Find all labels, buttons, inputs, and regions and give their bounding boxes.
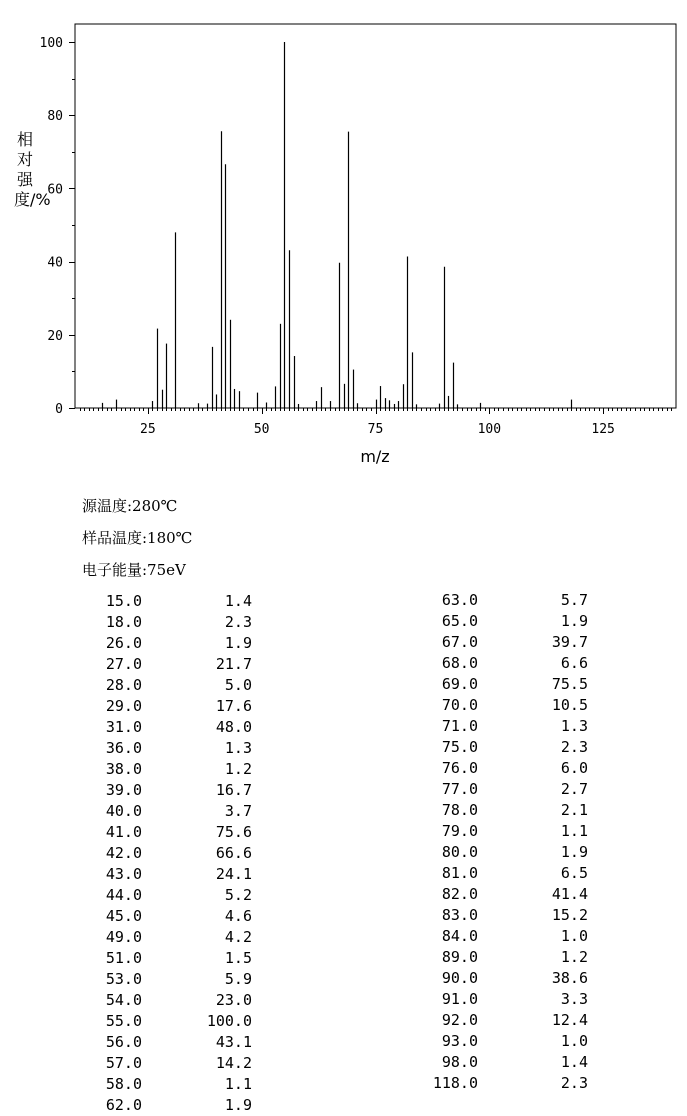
table-row [82, 1053, 252, 1074]
intensity-value: 1.0 [560, 1032, 588, 1050]
intensity-value: 5.2 [224, 886, 252, 904]
mz-value: 79.0 [441, 822, 478, 840]
mz-value: 49.0 [105, 928, 142, 946]
x-axis-ticks [81, 408, 672, 437]
mass-spectrum-chart [0, 0, 687, 480]
intensity-value: 17.6 [215, 697, 252, 715]
intensity-value: 48.0 [215, 718, 252, 736]
table-row [418, 1052, 588, 1073]
table-row [82, 801, 252, 822]
mz-value: 77.0 [441, 780, 478, 798]
table-row [82, 906, 252, 927]
table-row [418, 1031, 588, 1052]
table-row [418, 905, 588, 926]
intensity-value: 5.9 [224, 970, 252, 988]
peak-table-left [82, 591, 252, 1116]
table-row [418, 716, 588, 737]
mz-value: 28.0 [105, 676, 142, 694]
mz-value: 84.0 [441, 927, 478, 945]
table-row [418, 674, 588, 695]
table-row [418, 695, 588, 716]
table-row [418, 779, 588, 800]
intensity-value: 38.6 [551, 969, 588, 987]
mz-value: 29.0 [105, 697, 142, 715]
intensity-value: 2.1 [560, 801, 588, 819]
mz-value: 78.0 [441, 801, 478, 819]
table-row [82, 1011, 252, 1032]
mz-value: 98.0 [441, 1053, 478, 1071]
mz-value: 93.0 [441, 1032, 478, 1050]
table-row [418, 590, 588, 611]
intensity-value: 75.5 [551, 675, 588, 693]
sample-temperature: 样品温度:180℃ [82, 529, 193, 547]
x-tick-label-75: 75 [367, 422, 384, 437]
intensity-value: 1.9 [224, 1096, 252, 1114]
intensity-value: 23.0 [215, 991, 252, 1009]
table-row [82, 927, 252, 948]
table-row [418, 863, 588, 884]
mz-value: 75.0 [441, 738, 478, 756]
table-row [82, 696, 252, 717]
mz-value: 39.0 [105, 781, 142, 799]
table-row [418, 947, 588, 968]
table-row [82, 780, 252, 801]
table-row [82, 675, 252, 696]
intensity-value: 100.0 [206, 1012, 252, 1030]
mz-value: 67.0 [441, 633, 478, 651]
intensity-value: 2.3 [560, 738, 588, 756]
table-row [82, 843, 252, 864]
intensity-value: 24.1 [215, 865, 252, 883]
table-row [418, 758, 588, 779]
x-tick-label-125: 125 [591, 422, 615, 437]
table-row [82, 612, 252, 633]
intensity-value: 1.1 [560, 822, 588, 840]
intensity-value: 1.3 [224, 739, 252, 757]
x-tick-label-50: 50 [253, 422, 270, 437]
intensity-value: 1.2 [224, 760, 252, 778]
intensity-value: 43.1 [215, 1033, 252, 1051]
intensity-value: 39.7 [551, 633, 588, 651]
intensity-value: 1.0 [560, 927, 588, 945]
table-row [82, 591, 252, 612]
mz-value: 15.0 [105, 592, 142, 610]
table-row [82, 948, 252, 969]
table-row [82, 1074, 252, 1095]
mz-value: 26.0 [105, 634, 142, 652]
mz-value: 18.0 [105, 613, 142, 631]
table-row [418, 989, 588, 1010]
intensity-value: 5.0 [224, 676, 252, 694]
table-row [82, 1032, 252, 1053]
intensity-value: 1.9 [224, 634, 252, 652]
mz-value: 43.0 [105, 865, 142, 883]
intensity-value: 4.6 [224, 907, 252, 925]
mz-value: 62.0 [105, 1096, 142, 1114]
mz-value: 69.0 [441, 675, 478, 693]
plot-frame [75, 24, 676, 408]
x-tick-label-25: 25 [140, 422, 156, 437]
x-tick-label-100: 100 [477, 422, 502, 437]
intensity-value: 6.6 [560, 654, 588, 672]
y-axis-label: 相对强度/% [14, 130, 51, 209]
intensity-value: 1.9 [560, 612, 588, 630]
x-axis-label: m/z [360, 447, 390, 466]
mz-value: 42.0 [105, 844, 142, 862]
table-row [418, 1010, 588, 1031]
y-tick-label-60: 60 [47, 182, 63, 198]
table-row [418, 926, 588, 947]
table-row [418, 800, 588, 821]
table-row [418, 842, 588, 863]
peak-table-right [418, 590, 588, 1094]
mz-value: 63.0 [441, 591, 478, 609]
mz-value: 58.0 [105, 1075, 142, 1093]
intensity-value: 14.2 [215, 1054, 252, 1072]
mz-value: 54.0 [105, 991, 142, 1009]
mz-value: 57.0 [105, 1054, 142, 1072]
table-row [82, 1095, 252, 1116]
intensity-value: 2.3 [224, 613, 252, 631]
mz-value: 70.0 [441, 696, 478, 714]
mz-value: 68.0 [441, 654, 478, 672]
y-tick-label-20: 20 [47, 328, 63, 344]
mz-value: 55.0 [105, 1012, 142, 1030]
table-row [418, 821, 588, 842]
intensity-value: 5.7 [560, 591, 588, 609]
spectrum-bars [103, 42, 572, 408]
mz-value: 92.0 [441, 1011, 478, 1029]
table-row [82, 990, 252, 1011]
intensity-value: 6.0 [560, 759, 588, 777]
intensity-value: 1.9 [560, 843, 588, 861]
table-row [82, 738, 252, 759]
table-row [418, 611, 588, 632]
table-row [82, 759, 252, 780]
intensity-value: 75.6 [215, 823, 252, 841]
mz-value: 80.0 [441, 843, 478, 861]
intensity-value: 1.4 [224, 592, 252, 610]
mz-value: 51.0 [105, 949, 142, 967]
mz-value: 83.0 [441, 906, 478, 924]
intensity-value: 3.7 [224, 802, 252, 820]
table-row [418, 884, 588, 905]
table-row [418, 653, 588, 674]
table-row [82, 885, 252, 906]
electron-energy: 电子能量:75eV [82, 561, 186, 579]
y-axis-ticks [40, 36, 75, 417]
mz-value: 71.0 [441, 717, 478, 735]
y-tick-label-80: 80 [47, 109, 63, 125]
mz-value: 31.0 [105, 718, 142, 736]
y-tick-label-100: 100 [39, 36, 63, 51]
intensity-value: 10.5 [551, 696, 588, 714]
table-row [418, 968, 588, 989]
mz-value: 82.0 [441, 885, 478, 903]
intensity-value: 3.3 [560, 990, 588, 1008]
intensity-value: 6.5 [560, 864, 588, 882]
table-row [82, 717, 252, 738]
mz-value: 118.0 [432, 1074, 478, 1092]
intensity-value: 1.2 [560, 948, 588, 966]
intensity-value: 12.4 [551, 1011, 588, 1029]
mz-value: 45.0 [105, 907, 142, 925]
intensity-value: 1.1 [224, 1075, 252, 1093]
intensity-value: 16.7 [215, 781, 252, 799]
intensity-value: 1.3 [560, 717, 588, 735]
y-tick-label-40: 40 [47, 255, 63, 271]
mz-value: 65.0 [441, 612, 478, 630]
table-row [82, 864, 252, 885]
intensity-value: 2.7 [560, 780, 588, 798]
mz-value: 91.0 [441, 990, 478, 1008]
table-row [418, 632, 588, 653]
mz-value: 90.0 [441, 969, 478, 987]
mz-value: 27.0 [105, 655, 142, 673]
table-row [82, 654, 252, 675]
intensity-value: 41.4 [551, 885, 588, 903]
intensity-value: 2.3 [560, 1074, 588, 1092]
y-tick-label-0: 0 [55, 402, 63, 417]
mz-value: 36.0 [105, 739, 142, 757]
intensity-value: 21.7 [215, 655, 252, 673]
mz-value: 40.0 [105, 802, 142, 820]
intensity-value: 4.2 [224, 928, 252, 946]
mz-value: 56.0 [105, 1033, 142, 1051]
intensity-value: 1.4 [560, 1053, 588, 1071]
intensity-value: 1.5 [224, 949, 252, 967]
mz-value: 53.0 [105, 970, 142, 988]
table-row [82, 822, 252, 843]
mz-value: 41.0 [105, 823, 142, 841]
table-row [418, 737, 588, 758]
table-row [82, 633, 252, 654]
mz-value: 89.0 [441, 948, 478, 966]
mz-value: 81.0 [441, 864, 478, 882]
intensity-value: 66.6 [215, 844, 252, 862]
mz-value: 38.0 [105, 760, 142, 778]
intensity-value: 15.2 [551, 906, 588, 924]
table-row [82, 969, 252, 990]
source-temperature: 源温度:280℃ [82, 497, 178, 515]
table-row [418, 1073, 588, 1094]
mz-value: 44.0 [105, 886, 142, 904]
mz-value: 76.0 [441, 759, 478, 777]
